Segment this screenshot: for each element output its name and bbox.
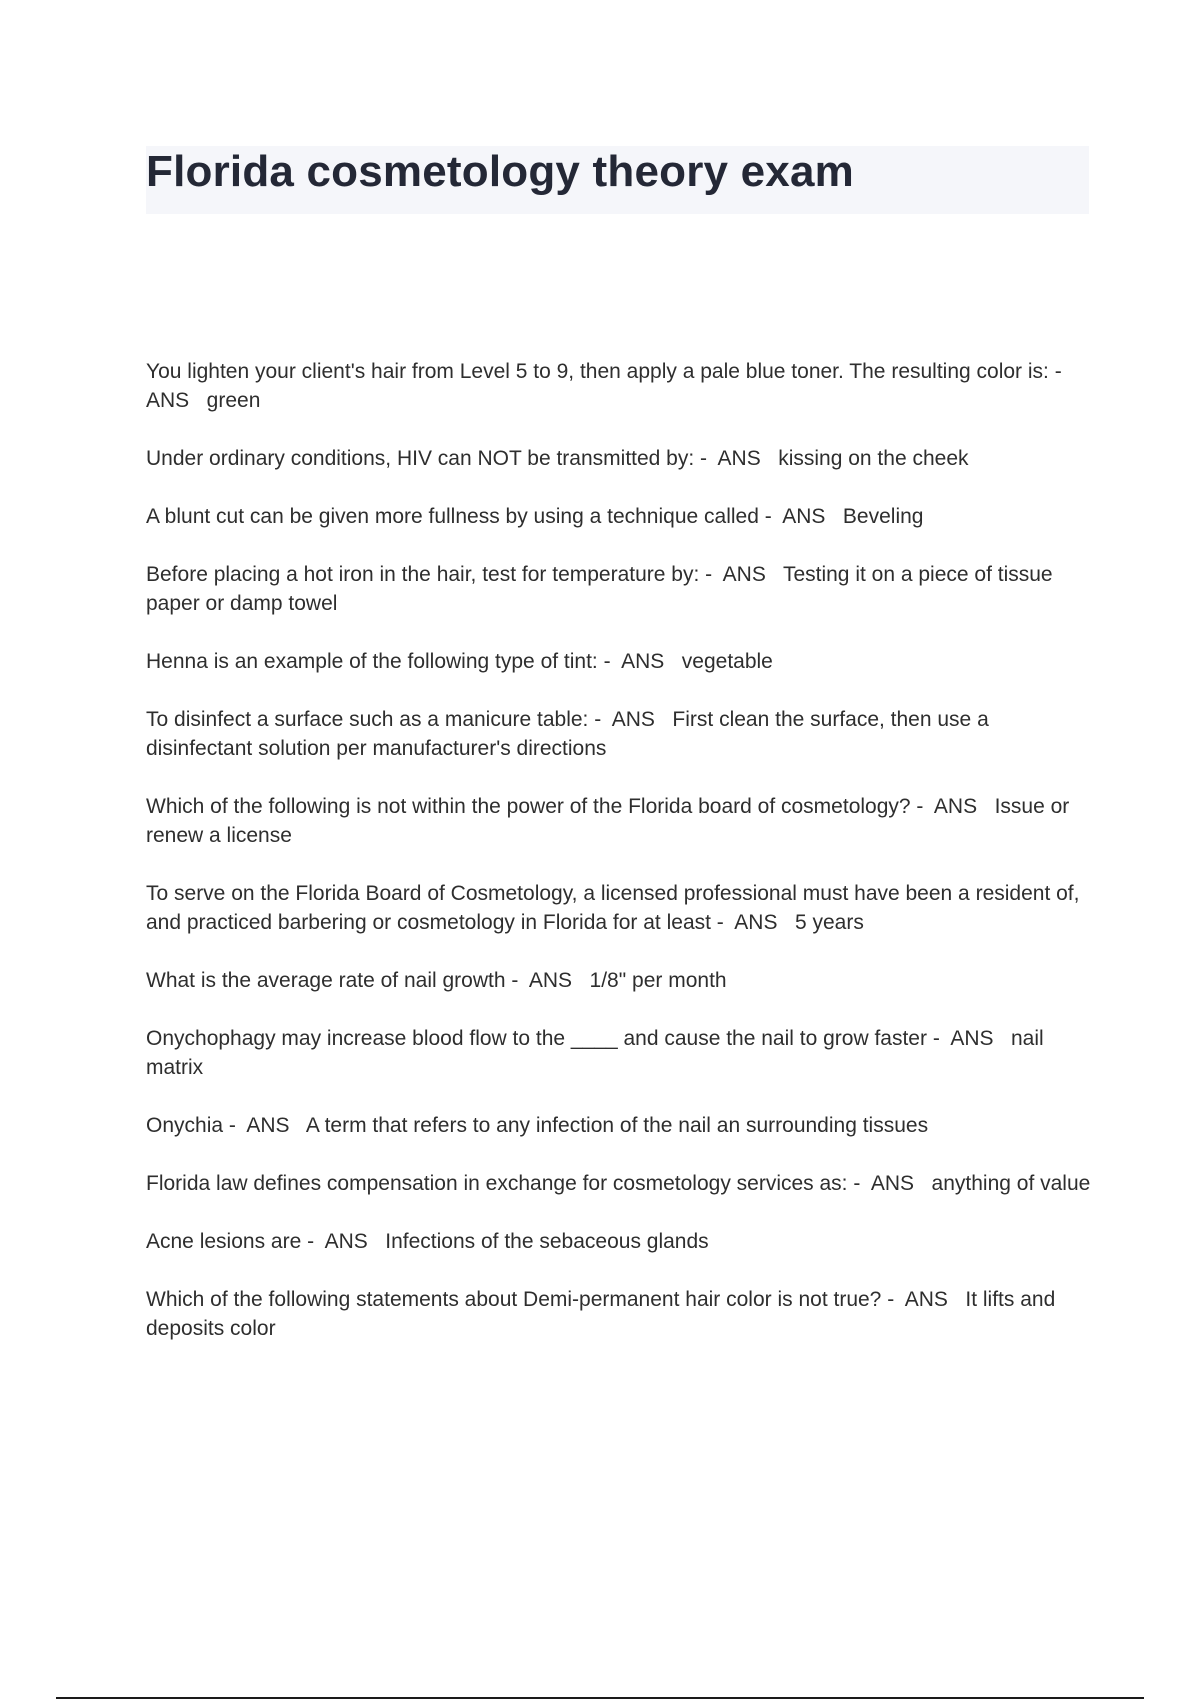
qa-item: Which of the following is not within the power of the Florida board of cosmetology? - ANS Issue or renew a license [146,795,1076,847]
qa-item: Before placing a hot iron in the hair, test for temperature by: - ANS Testing it on a piece of tissue paper or damp towel [146,563,1059,615]
qa-item: To serve on the Florida Board of Cosmetology, a licensed professional must have been a resident of, and practiced barbering or cosmetology in Florida for at least - ANS 5 years [146,882,1086,934]
qa-item: Henna is an example of the following type of tint: - ANS vegetable [146,650,773,673]
qa-item: Onychophagy may increase blood flow to the ____ and cause the nail to grow faster - ANS nail matrix [146,1027,1050,1079]
qa-item: Which of the following statements about Demi-permanent hair color is not true? - ANS It lifts and deposits color [146,1288,1062,1340]
qa-item: You lighten your client's hair from Level 5 to 9, then apply a pale blue toner. The resulting color is: - ANS green [146,360,1073,412]
qa-item: Under ordinary conditions, HIV can NOT be transmitted by: - ANS kissing on the cheek [146,447,969,470]
qa-item: Florida law defines compensation in exchange for cosmetology services as: - ANS anything of value [146,1172,1091,1195]
qa-item: Onychia - ANS A term that refers to any infection of the nail an surrounding tissues [146,1114,929,1137]
page-title: Florida cosmetology theory exam [146,147,854,196]
qa-list [146,357,1096,1372]
qa-item: Acne lesions are - ANS Infections of the sebaceous glands [146,1230,709,1253]
qa-item: To disinfect a surface such as a manicure table: - ANS First clean the surface, then use a disinfectant solution per manufacturer's directions [146,708,995,760]
qa-item: What is the average rate of nail growth - ANS 1/8" per month [146,969,727,992]
footer-divider [56,1697,1144,1699]
qa-item: A blunt cut can be given more fullness by using a technique called - ANS Beveling [146,505,924,528]
